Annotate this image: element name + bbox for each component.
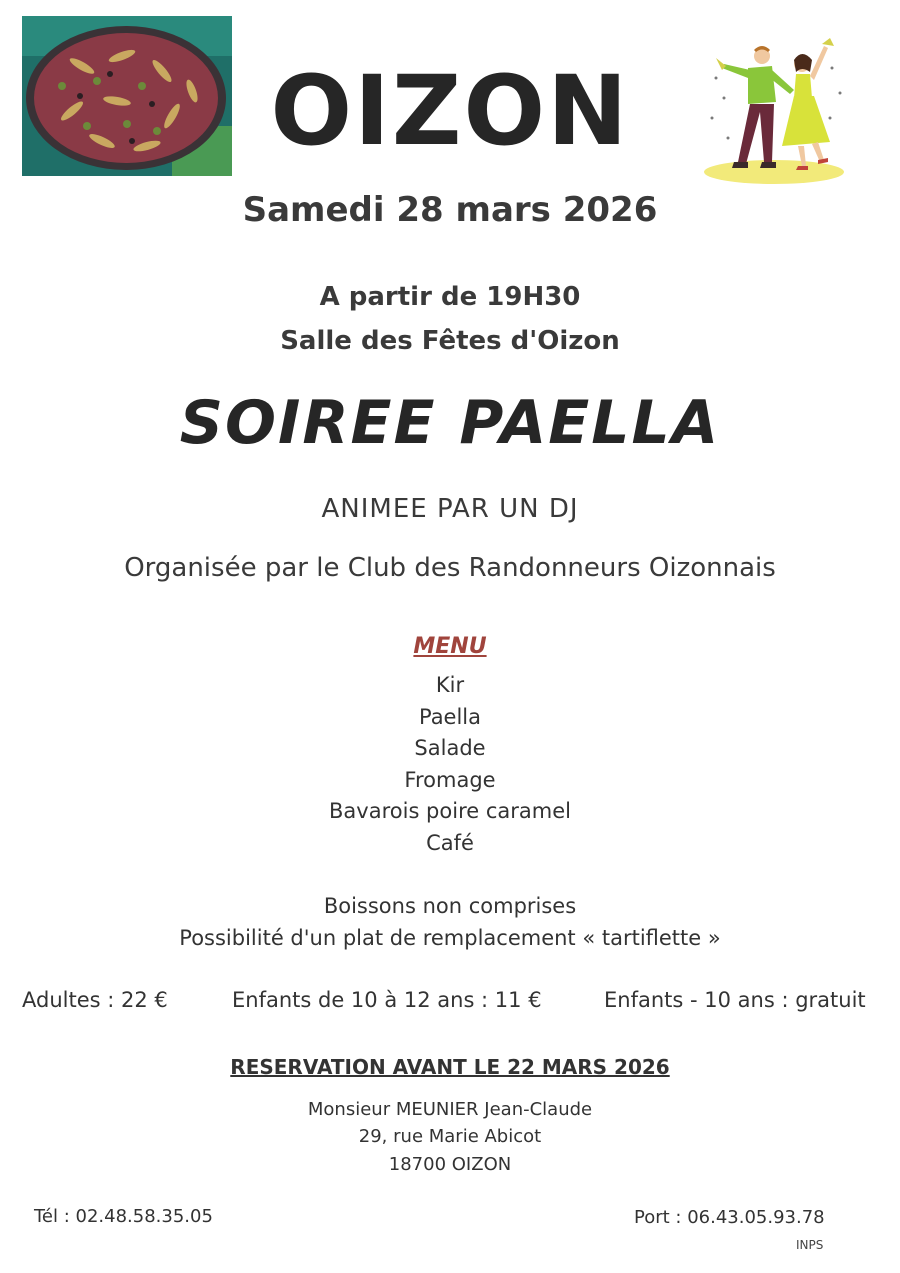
price-small-children: Enfants - 10 ans : gratuit — [604, 988, 866, 1012]
mobile-number: Port : 06.43.05.93.78 — [634, 1207, 825, 1228]
menu-item: Café — [426, 830, 474, 855]
menu-item: Bavarois poire caramel — [329, 799, 571, 824]
menu-item: Salade — [414, 736, 486, 761]
event-animation: ANIMEE PAR UN DJ — [321, 494, 579, 524]
price-children: Enfants de 10 à 12 ans : 11 € — [232, 988, 542, 1012]
event-date: Samedi 28 mars 2026 — [242, 190, 658, 230]
contact-street: 29, rue Marie Abicot — [358, 1126, 542, 1147]
price-adults: Adultes : 22 € — [22, 988, 168, 1012]
event-time: A partir de 19H30 — [319, 282, 581, 312]
phone-number: Tél : 02.48.58.35.05 — [34, 1206, 213, 1227]
paella-photo — [22, 16, 232, 176]
menu-item: Fromage — [404, 767, 496, 792]
contact-city: 18700 OIZON — [388, 1154, 512, 1175]
event-venue: Salle des Fêtes d'Oizon — [280, 326, 620, 356]
drinks-note: Boissons non comprises — [323, 894, 577, 918]
menu-heading: MENU — [413, 634, 487, 659]
event-organiser: Organisée par le Club des Randonneurs Oizonnais — [124, 553, 776, 583]
reservation-heading: RESERVATION AVANT LE 22 MARS 2026 — [230, 1055, 670, 1079]
menu-list — [0, 670, 900, 860]
menu-item: Paella — [418, 704, 482, 729]
town-name: OIZON — [270, 55, 630, 167]
footer-code: INPS — [796, 1238, 824, 1252]
dancing-couple-illustration — [702, 38, 850, 188]
event-title: SOIREE PAELLA — [179, 388, 721, 458]
menu-item: Kir — [435, 673, 465, 697]
alternative-dish-note: Possibilité d'un plat de remplacement « tartiflette » — [179, 926, 721, 950]
contact-name: Monsieur MEUNIER Jean-Claude — [307, 1099, 593, 1120]
